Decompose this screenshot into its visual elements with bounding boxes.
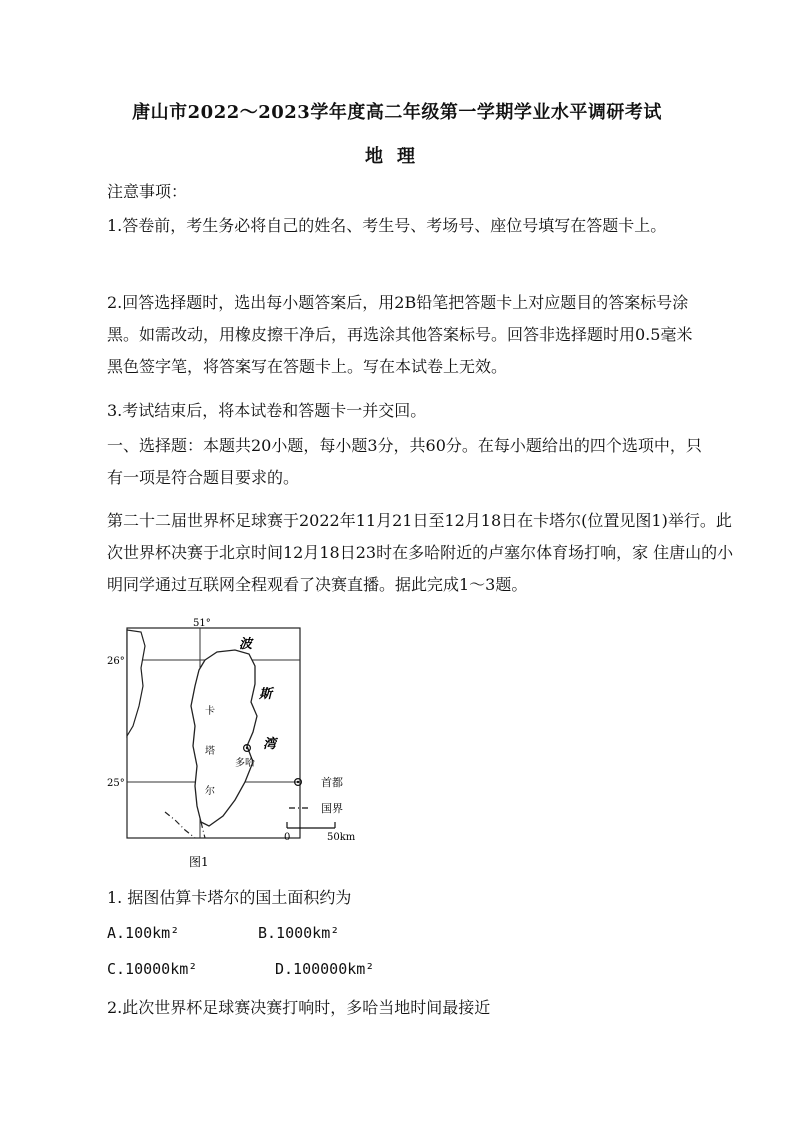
country-char-3: 尔: [205, 786, 215, 797]
subject-title: 地理: [365, 146, 429, 167]
q1-option-c: C.10000km²: [107, 960, 198, 978]
notice-item-2: 2.回答选择题时，选出每小题答案后，用2B铅笔把答题卡上对应题目的答案标号涂黑。如需改动，用橡皮擦干净后，再选涂其他答案标号。回答非选择题时用0.5毫米黑色签字笔，将答案写在答题卡上。写在本试卷上无效。: [107, 293, 693, 376]
exam-title: 唐山市2022～2023学年度高二年级第一学期学业水平调研考试: [132, 102, 662, 123]
q1-option-a: A.100km²: [107, 924, 180, 942]
section-heading: 一、选择题：本题共20小题，每小题3分，共60分。在每小题给出的四个选项中，只有一项是符合题目要求的。: [107, 436, 702, 487]
sea-char-1: 波: [239, 637, 253, 652]
scale-zero-label: 0: [284, 832, 291, 843]
doha-capital-dot: [246, 747, 248, 749]
west-coast-land: [127, 630, 145, 736]
notice-item-1: 1.答卷前，考生务必将自己的姓名、考生号、考场号、座位号填写在答题卡上。: [107, 216, 667, 235]
figure-caption: 图1: [189, 855, 209, 869]
question-1-stem: 1. 据图估算卡塔尔的国土面积约为: [107, 888, 352, 907]
notice-item-3: 3.考试结束后，将本试卷和答题卡一并交回。: [107, 401, 427, 420]
country-char-1: 卡: [205, 706, 215, 717]
sea-char-3: 湾: [263, 737, 277, 752]
scale-value-label: 50km: [327, 832, 356, 843]
legend-border-label: 国界: [321, 802, 343, 815]
doha-label: 多哈: [235, 758, 255, 769]
q1-option-d: D.100000km²: [275, 960, 375, 978]
qatar-outline: [191, 650, 257, 826]
lat-bottom-label: 25°: [107, 778, 125, 789]
legend-capital-label: 首都: [321, 776, 343, 789]
notice-heading: 注意事项：: [107, 182, 188, 201]
lat-top-label: 26°: [107, 656, 125, 667]
legend-capital-dot: [297, 781, 299, 783]
qatar-map-figure: [105, 616, 365, 876]
passage-text: 第二十二届世界杯足球赛于2022年11月21日至12月18日在卡塔尔(位置见图1)举行。此次世界杯决赛于北京时间12月18日23时在多哈附近的卢塞尔体育场打响，家 住唐山的小明同学通过互联网全程观看了决赛直播。据此完成1～3题。: [107, 511, 734, 594]
question-2-stem: 2.此次世界杯足球赛决赛打响时，多哈当地时间最接近: [107, 998, 491, 1017]
q1-option-b: B.1000km²: [258, 924, 340, 942]
sea-char-2: 斯: [259, 687, 273, 702]
lon-label: 51°: [193, 618, 211, 629]
country-char-2: 塔: [205, 746, 215, 757]
qatar-map: [105, 616, 365, 876]
